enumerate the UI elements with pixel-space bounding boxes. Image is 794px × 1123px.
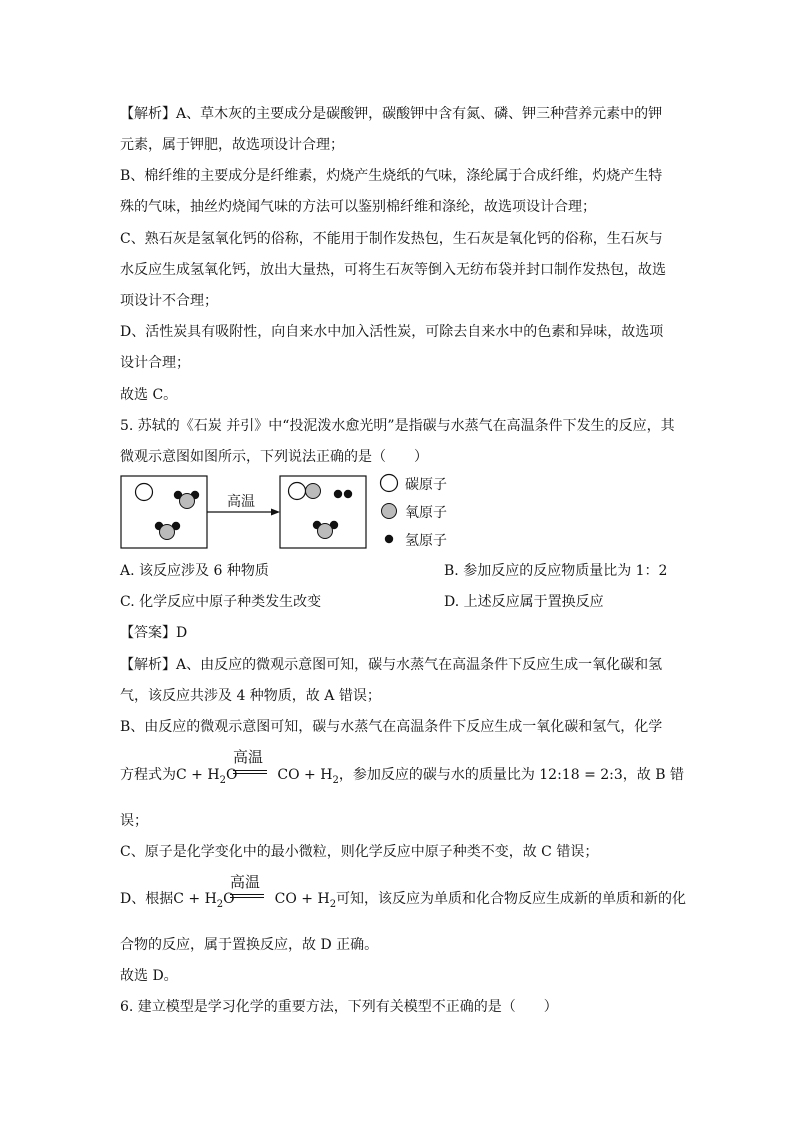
text-line-1: 【解析】A、草木灰的主要成分是碳酸钾，碳酸钾中含有氮、磷、钾三种营养元素中的钾 xyxy=(120,106,663,122)
text-line-5: C、熟石灰是氢氧化钙的俗称，不能用于制作发热包，生石灰是氧化钙的俗称，生石灰与 xyxy=(120,231,663,247)
equation-o: O xyxy=(223,891,235,907)
equation-bar-top xyxy=(233,770,267,771)
analysis-b-line-2 xyxy=(120,765,684,791)
analysis-d-line-1 xyxy=(120,889,686,915)
equation-prefix-text: 方程式为 xyxy=(120,767,176,783)
conclusion-line: 故选 D。 xyxy=(120,968,178,984)
arrow-head xyxy=(271,509,280,516)
text-line-4: 殊的气味，抽丝灼烧闻气味的方法可以鉴别棉纤维和涤纶，故选项设计合理； xyxy=(120,199,596,215)
legend-hydrogen-icon xyxy=(385,535,393,543)
oxygen-atom xyxy=(180,494,195,509)
hydrogen-atom xyxy=(344,490,352,498)
equation-o: O xyxy=(225,767,238,783)
equation-left: C + H xyxy=(173,891,217,907)
equation-condition: 高温 xyxy=(230,873,261,891)
equation-bar-bottom xyxy=(233,773,267,774)
equation-sub: 2 xyxy=(216,898,224,910)
oxygen-atom xyxy=(318,524,333,539)
oxygen-atom xyxy=(306,484,321,499)
question-5-line-1: 5. 苏轼的《石炭 并引》中“投泥泼水愈光明”是指碳与水蒸气在高温条件下发生的反应，其 xyxy=(120,418,675,434)
equation-suffix-text: ，参加反应的碳与水的质量比为 12:18 = 2:3，故 B 错 xyxy=(338,767,684,783)
option-c: C. 化学反应中原子种类发生改变 xyxy=(120,594,322,610)
equation-right: CO + H xyxy=(274,891,330,907)
equation-right: CO + H xyxy=(277,767,333,783)
equation-sub: 2 xyxy=(332,774,339,786)
equation-sub: 2 xyxy=(329,898,337,910)
equation-bar-top xyxy=(230,894,264,895)
equation-sub: 2 xyxy=(219,774,226,786)
analysis-a-line-2: 气，该反应共涉及 4 种物质，故 A 错误； xyxy=(120,688,381,704)
text-line-3: B、棉纤维的主要成分是纤维素，灼烧产生烧纸的气味，涤纶属于合成纤维，灼烧产生特 xyxy=(120,168,663,184)
option-b: B. 参加反应的反应物质量比为 1：2 xyxy=(444,563,668,579)
question-5-line-2: 微观示意图如图所示，下列说法正确的是（ ） xyxy=(120,449,428,465)
legend-hydrogen-label: 氢原子 xyxy=(405,533,447,549)
legend-carbon-icon xyxy=(381,475,398,492)
analysis-a-line-1: 【解析】A、由反应的微观示意图可知，碳与水蒸气在高温条件下反应生成一氧化碳和氢 xyxy=(120,657,663,673)
equation-suffix-text: 可知，该反应为单质和化合物反应生成新的单质和新的化 xyxy=(336,891,687,907)
equation-prefix-text: D、根据 xyxy=(120,891,174,907)
carbon-atom xyxy=(289,483,306,500)
answer-line: 【答案】D xyxy=(120,625,188,641)
carbon-atom xyxy=(136,484,153,501)
oxygen-atom xyxy=(160,525,175,540)
option-d: D. 上述反应属于置换反应 xyxy=(444,594,604,610)
arrow-condition-label: 高温 xyxy=(227,494,255,510)
text-line-8: D、活性炭具有吸附性，向自来水中加入活性炭，可除去自来水中的色素和异味，故选项 xyxy=(120,324,664,340)
legend-carbon-label: 碳原子 xyxy=(405,477,447,493)
equation-left: C + H xyxy=(176,767,220,783)
analysis-b-line-1: B、由反应的微观示意图可知，碳与水蒸气在高温条件下反应生成一氧化碳和氢气，化学 xyxy=(120,719,663,735)
equation-bar-bottom xyxy=(230,897,264,898)
hydrogen-atom xyxy=(334,490,342,498)
legend-oxygen-icon xyxy=(382,504,397,519)
legend-oxygen-label: 氧原子 xyxy=(405,505,447,521)
analysis-d-line-2: 合物的反应，属于置换反应，故 D 正确。 xyxy=(120,937,379,953)
option-a: A. 该反应涉及 6 种物质 xyxy=(120,563,269,579)
analysis-c-line-1: C、原子是化学变化中的最小微粒，则化学反应中原子种类不变，故 C 错误； xyxy=(120,844,599,860)
text-line-10: 故选 C。 xyxy=(120,387,178,403)
analysis-b-line-3: 误； xyxy=(120,813,148,829)
text-line-9: 设计合理； xyxy=(120,355,190,371)
text-line-2: 元素，属于钾肥，故选项设计合理； xyxy=(120,137,344,153)
text-line-6: 水反应生成氢氧化钙，放出大量热，可将生石灰等倒入无纺布袋并封口制作发热包，故选 xyxy=(120,262,666,278)
equation-condition: 高温 xyxy=(233,748,264,766)
question-6-line: 6. 建立模型是学习化学的重要方法，下列有关模型不正确的是（ ） xyxy=(120,999,558,1015)
text-line-7: 项设计不合理； xyxy=(120,293,218,309)
